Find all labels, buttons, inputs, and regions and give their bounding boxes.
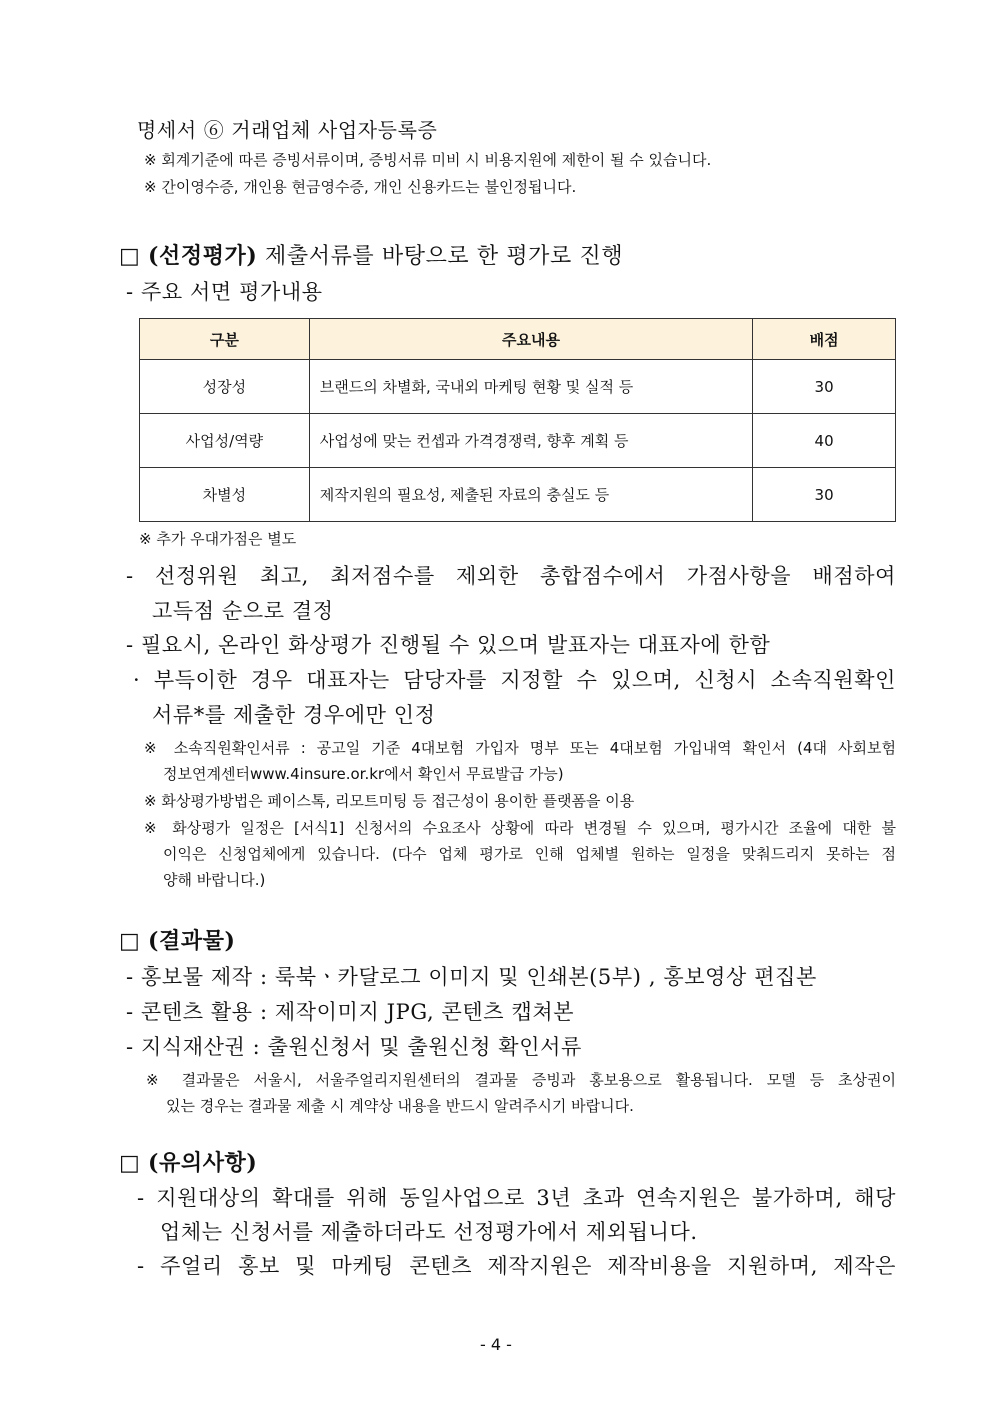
note-results-line1: ※ 결과물은 서울시, 서울주얼리지원센터의 결과물 증빙과 홍보용으로 활용됩니다. 모델 등 초상권이 xyxy=(146,1071,896,1089)
section-heading-notice xyxy=(119,1150,257,1177)
paragraph-selection-line2: 고득점 순으로 결정 xyxy=(152,599,334,623)
header-category: 구분 xyxy=(140,319,310,360)
result-item: - 지식재산권 : 출원신청서 및 출원신청 확인서류 xyxy=(126,1035,582,1059)
subheading-evaluation: - 주요 서면 평가내용 xyxy=(126,280,323,304)
cell-content: 사업성에 맞는 컨셉과 가격경쟁력, 향후 계획 등 xyxy=(309,414,752,468)
note-staff-docs-line2: 정보연계센터www.4insure.or.kr에서 확인서 무료발급 가능) xyxy=(163,765,564,783)
note-receipts: ※ 간이영수증, 개인용 현금영수증, 개인 신용카드는 불인정됩니다. xyxy=(144,178,577,196)
result-item: - 홍보물 제작 : 룩북ㆍ카달로그 이미지 및 인쇄본(5부) , 홍보영상 편집본 xyxy=(126,965,817,989)
cell-content: 브랜드의 차별화, 국내외 마케팅 현황 및 실적 등 xyxy=(309,360,752,414)
section-heading-results xyxy=(119,928,236,955)
result-item: - 콘텐츠 활용 : 제작이미지 JPG, 콘텐츠 캡쳐본 xyxy=(126,1000,575,1024)
section-title-bold: (선정평가) xyxy=(147,243,258,269)
notice-paragraph1-line1: - 지원대상의 확대를 위해 동일사업으로 3년 초과 연속지원은 불가하며, 해당 xyxy=(137,1186,896,1210)
cell-category: 사업성/역량 xyxy=(140,414,310,468)
checkbox-square-icon: □ xyxy=(119,929,141,954)
evaluation-table xyxy=(139,318,896,522)
table-row xyxy=(140,414,896,468)
cell-score: 30 xyxy=(753,468,896,522)
note-video-schedule-line3: 양해 바랍니다.) xyxy=(163,871,266,889)
cell-score: 40 xyxy=(753,414,896,468)
notice-paragraph1-line2: 업체는 신청서를 제출하더라도 선정평가에서 제외됩니다. xyxy=(160,1220,698,1244)
note-results-line2: 있는 경우는 결과물 제출 시 계약상 내용을 반드시 알려주시기 바랍니다. xyxy=(166,1097,634,1115)
note-staff-docs-line1: ※ 소속직원확인서류 : 공고일 기준 4대보험 가입자 명부 또는 4대보험 가입내역 확인서 (4대 사회보험 xyxy=(144,739,896,757)
section-title-bold: (결과물) xyxy=(147,928,236,954)
page-number: - 4 - xyxy=(480,1335,512,1354)
table-header-row xyxy=(140,319,896,360)
note-extra-points: ※ 추가 우대가점은 별도 xyxy=(139,530,297,548)
continuation-line: 명세서 ⑥ 거래업체 사업자등록증 xyxy=(137,118,438,142)
cell-category: 차별성 xyxy=(140,468,310,522)
note-video-method: ※ 화상평가방법은 페이스톡, 리모트미팅 등 접근성이 용이한 플랫폼을 이용 xyxy=(144,792,635,810)
table-row xyxy=(140,468,896,522)
paragraph-delegate-line2: 서류*를 제출한 경우에만 인정 xyxy=(152,703,436,727)
section-title-rest: 제출서류를 바탕으로 한 평가로 진행 xyxy=(265,244,624,269)
paragraph-selection-line1: - 선정위원 최고, 최저점수를 제외한 총합점수에서 가점사항을 배점하여 xyxy=(126,564,896,588)
checkbox-square-icon: □ xyxy=(119,1151,141,1176)
paragraph-online: - 필요시, 온라인 화상평가 진행될 수 있으며 발표자는 대표자에 한함 xyxy=(126,633,771,657)
cell-content: 제작지원의 필요성, 제출된 자료의 충실도 등 xyxy=(309,468,752,522)
header-content: 주요내용 xyxy=(309,319,752,360)
header-score: 배점 xyxy=(753,319,896,360)
section-title-bold: (유의사항) xyxy=(147,1150,258,1176)
note-video-schedule-line2: 이익은 신청업체에게 있습니다. (다수 업체 평가로 인해 업체별 원하는 일정을 맞춰드리지 못하는 점 xyxy=(163,845,896,863)
table-row xyxy=(140,360,896,414)
paragraph-delegate-line1: · 부득이한 경우 대표자는 담당자를 지정할 수 있으며, 신청시 소속직원확인 xyxy=(133,668,896,692)
section-heading-evaluation xyxy=(119,243,623,270)
note-video-schedule-line1: ※ 화상평가 일정은 [서식1] 신청서의 수요조사 상황에 따라 변경될 수 있으며, 평가시간 조율에 대한 불 xyxy=(144,819,896,837)
cell-score: 30 xyxy=(753,360,896,414)
note-accounting: ※ 회계기준에 따른 증빙서류이며, 증빙서류 미비 시 비용지원에 제한이 될 수 있습니다. xyxy=(144,151,712,169)
cell-category: 성장성 xyxy=(140,360,310,414)
checkbox-square-icon: □ xyxy=(119,244,141,269)
notice-paragraph2-line1: - 주얼리 홍보 및 마케팅 콘텐츠 제작지원은 제작비용을 지원하며, 제작은 xyxy=(137,1254,896,1278)
